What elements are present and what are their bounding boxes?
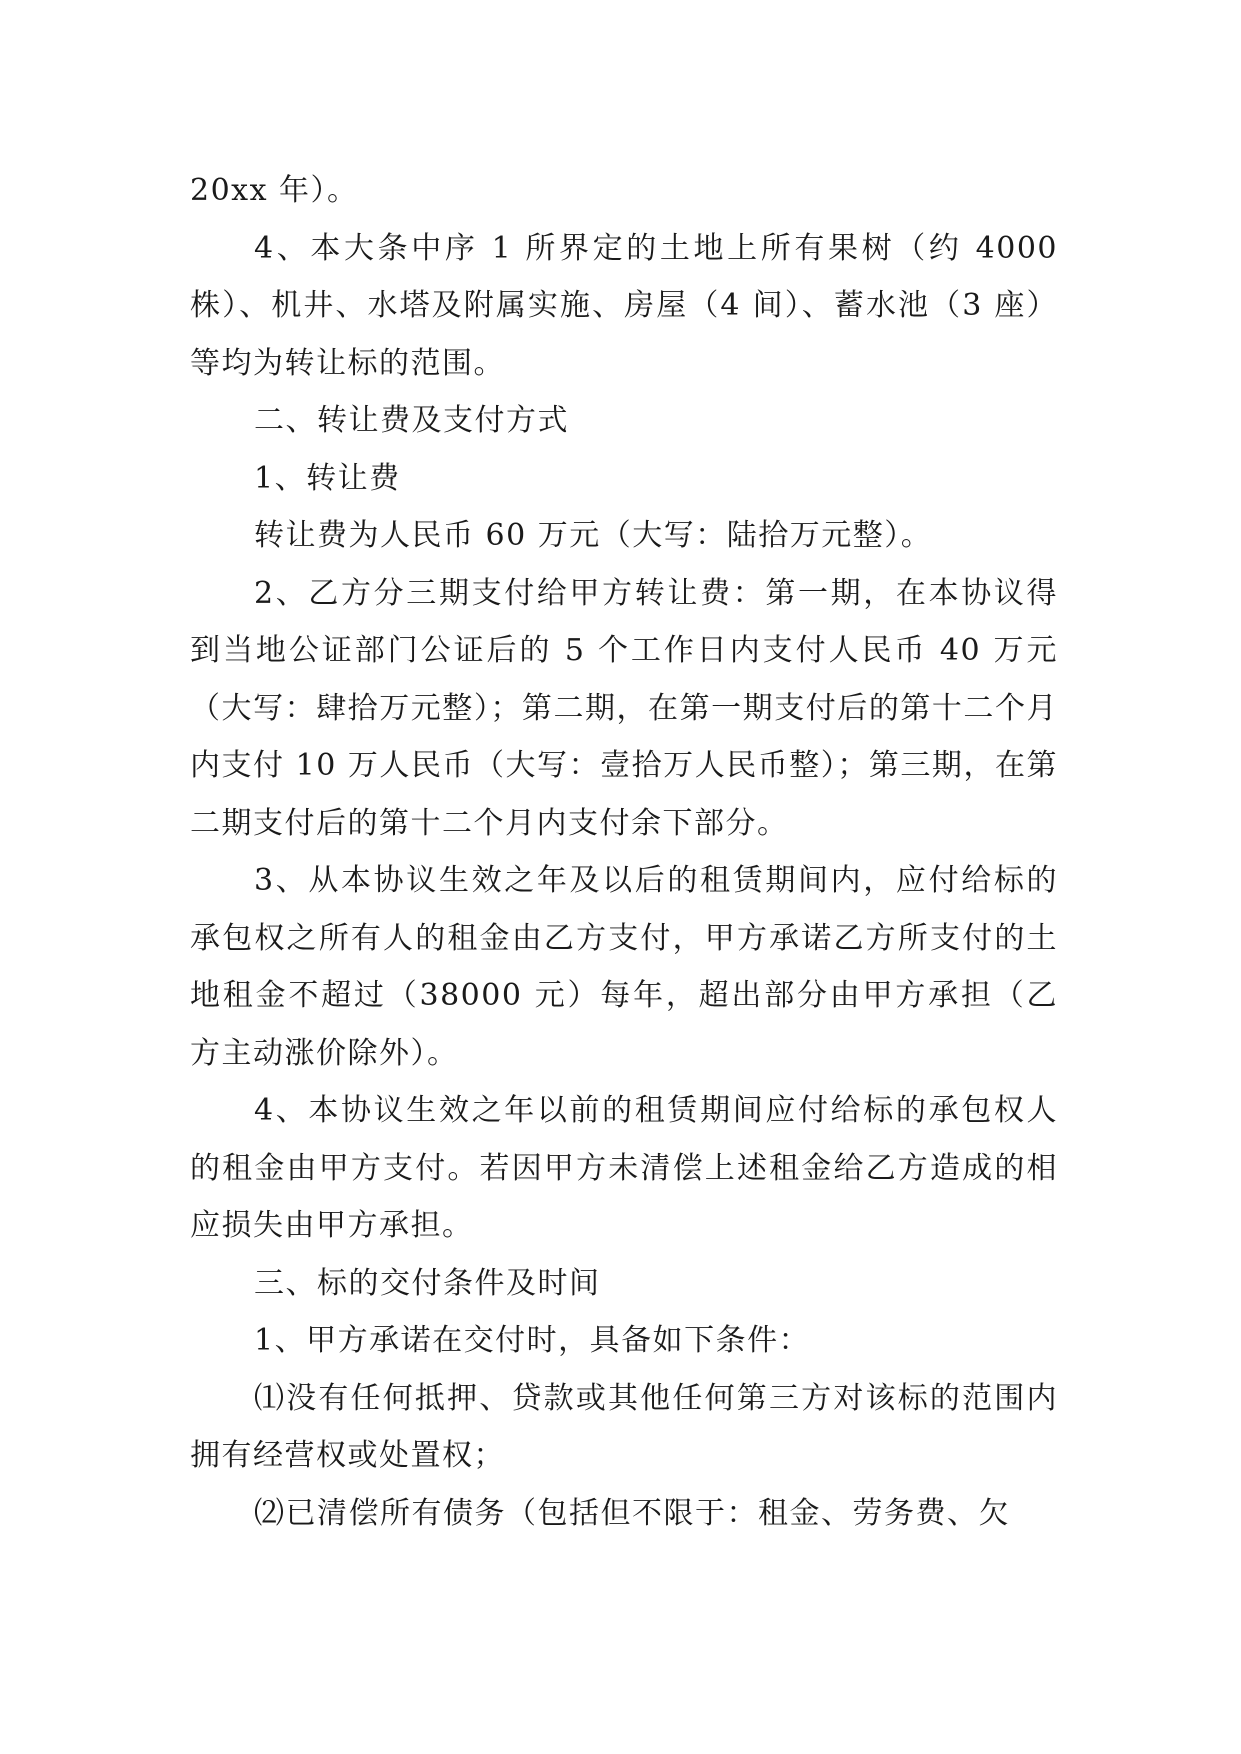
section-heading-delivery: 三、标的交付条件及时间 xyxy=(254,1265,601,1301)
section-heading-fee-payment: 二、转让费及支付方式 xyxy=(254,403,569,438)
subheading-transfer-fee: 1、转让费 xyxy=(254,460,401,496)
document-body xyxy=(190,162,1058,1542)
paragraph-rent-before-effective: 4、本协议生效之年以前的租赁期间应付给标的承包权人的租金由甲方支付。若因甲方未清偿上述租金给乙方造成的相应损失由甲方承担。 xyxy=(190,1093,1058,1243)
paragraph-delivery-conditions: 1、甲方承诺在交付时，具备如下条件： xyxy=(254,1323,811,1358)
paragraph-fee-amount: 转让费为人民币 60 万元（大写：陆拾万元整）。 xyxy=(254,518,933,553)
paragraph-condition-2: ⑵已清偿所有债务（包括但不限于：租金、劳务费、欠 xyxy=(254,1495,1010,1531)
paragraph-condition-1: ⑴没有任何抵押、贷款或其他任何第三方对该标的范围内拥有经营权或处置权； xyxy=(190,1380,1058,1473)
paragraph-continuation: 20xx 年）。 xyxy=(190,173,359,208)
paragraph-payment-installments: 2、乙方分三期支付给甲方转让费：第一期，在本协议得到当地公证部门公证后的 5 个工作日内支付人民币 40 万元（大写：肆拾万元整）；第二期，在第一期支付后的第十二个月内支付 10 万人民币（大写：壹拾万人民币整）；第三期，在第二期支付后的第十二个月内支付余下部分。 xyxy=(190,575,1058,841)
paragraph-rent-after-effective: 3、从本协议生效之年及以后的租赁期间内，应付给标的承包权之所有人的租金由乙方支付，甲方承诺乙方所支付的土地租金不超过（38000 元）每年，超出部分由甲方承担（乙方主动涨价除外）。 xyxy=(190,863,1058,1071)
paragraph-item-4-scope: 4、本大条中序 1 所界定的土地上所有果树（约 4000 株）、机井、水塔及附属实施、房屋（4 间）、蓄水池（3 座）等均为转让标的范围。 xyxy=(190,230,1058,381)
